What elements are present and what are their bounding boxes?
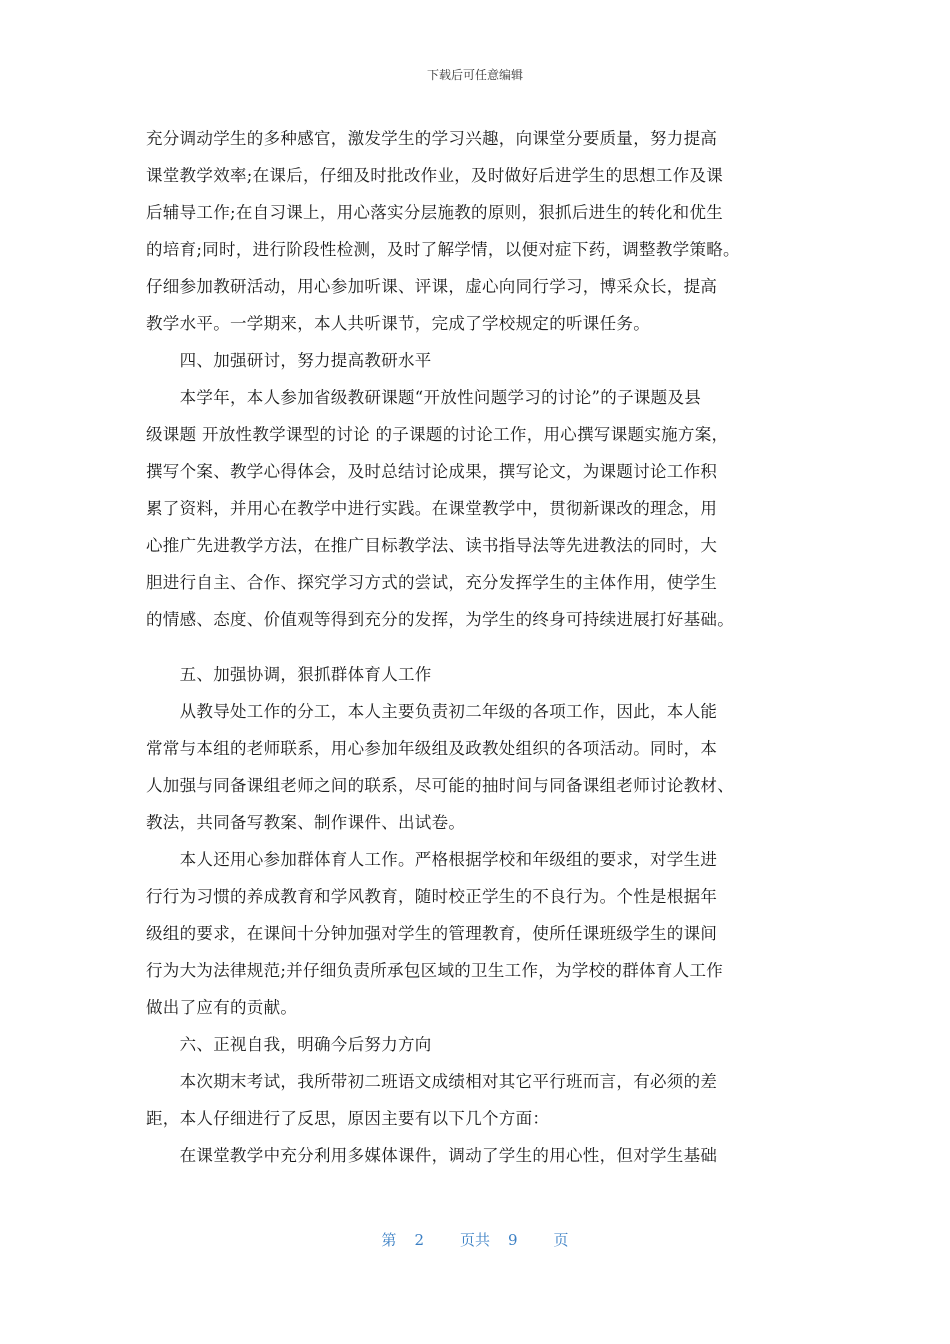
footer-prefix: 第 [381, 1231, 397, 1249]
page-footer [0, 1229, 950, 1250]
text-line: 心推广先进教学方法，在推广目标教学法、读书指导法等先进教法的同时，大 [146, 536, 718, 555]
footer-suffix: 页 [553, 1231, 569, 1249]
text-line: 累了资料，并用心在教学中进行实践。在课堂教学中，贯彻新课改的理念，用 [146, 499, 718, 518]
section-heading: 四、加强研讨，努力提高教研水平 [146, 351, 432, 370]
text-line: 常常与本组的老师联系，用心参加年级组及政教处组织的各项活动。同时，本 [146, 739, 718, 758]
text-line: 充分调动学生的多种感官，激发学生的学习兴趣，向课堂分要质量，努力提高 [146, 129, 718, 148]
text-line: 级组的要求，在课间十分钟加强对学生的管理教育，使所任课班级学生的课间 [146, 924, 718, 943]
text-line: 教法，共同备写教案、制作课件、出试卷。 [146, 813, 466, 832]
total-page-number: 9 [508, 1231, 518, 1249]
text-line: 的培育;同时，进行阶段性检测，及时了解学情，以便对症下药，调整教学策略。 [146, 240, 740, 259]
text-line: 级课题 开放性教学课型的讨论 的子课题的讨论工作，用心撰写课题实施方案， [146, 425, 729, 444]
section-heading: 五、加强协调，狠抓群体育人工作 [146, 665, 432, 684]
text-line: 仔细参加教研活动，用心参加听课、评课，虚心向同行学习，博采众长，提高 [146, 277, 718, 296]
current-page-number: 2 [414, 1231, 424, 1249]
footer-middle: 页共 [459, 1231, 490, 1249]
text-line: 从教导处工作的分工，本人主要负责初二年级的各项工作，因此，本人能 [146, 702, 718, 721]
text-line: 撰写个案、教学心得体会，及时总结讨论成果，撰写论文，为课题讨论工作积 [146, 462, 718, 481]
text-line: 教学水平。一学期来，本人共听课节，完成了学校规定的听课任务。 [146, 314, 650, 333]
section-heading: 六、正视自我，明确今后努力方向 [146, 1035, 432, 1054]
text-line: 后辅导工作;在自习课上，用心落实分层施教的原则，狠抓后进生的转化和优生 [146, 203, 724, 222]
text-line: 胆进行自主、合作、探究学习方式的尝试，充分发挥学生的主体作用，使学生 [146, 573, 718, 592]
text-line: 本次期末考试，我所带初二班语文成绩相对其它平行班而言，有必须的差 [146, 1072, 718, 1091]
text-line: 距，本人仔细进行了反思，原因主要有以下几个方面： [146, 1109, 550, 1128]
document-body [146, 120, 810, 1174]
text-line: 本学年，本人参加省级教研课题“开放性问题学习的讨论”的子课题及县 [146, 388, 702, 407]
text-line: 本人还用心参加群体育人工作。严格根据学校和年级组的要求，对学生进 [146, 850, 718, 869]
text-line: 做出了应有的贡献。 [146, 998, 298, 1017]
page-header: 下载后可任意编辑 [426, 68, 523, 82]
text-line: 行行为习惯的养成教育和学风教育，随时校正学生的不良行为。个性是根据年 [146, 887, 718, 906]
text-line: 课堂教学效率;在课后，仔细及时批改作业，及时做好后进学生的思想工作及课 [146, 166, 724, 185]
text-line: 在课堂教学中充分利用多媒体课件，调动了学生的用心性，但对学生基础 [146, 1146, 718, 1165]
text-line: 行为大为法律规范;并仔细负责所承包区域的卫生工作，为学校的群体育人工作 [146, 961, 724, 980]
text-line: 人加强与同备课组老师之间的联系，尽可能的抽时间与同备课组老师讨论教材、 [146, 776, 734, 795]
text-line: 的情感、态度、价值观等得到充分的发挥，为学生的终身可持续进展打好基础。 [146, 610, 734, 629]
